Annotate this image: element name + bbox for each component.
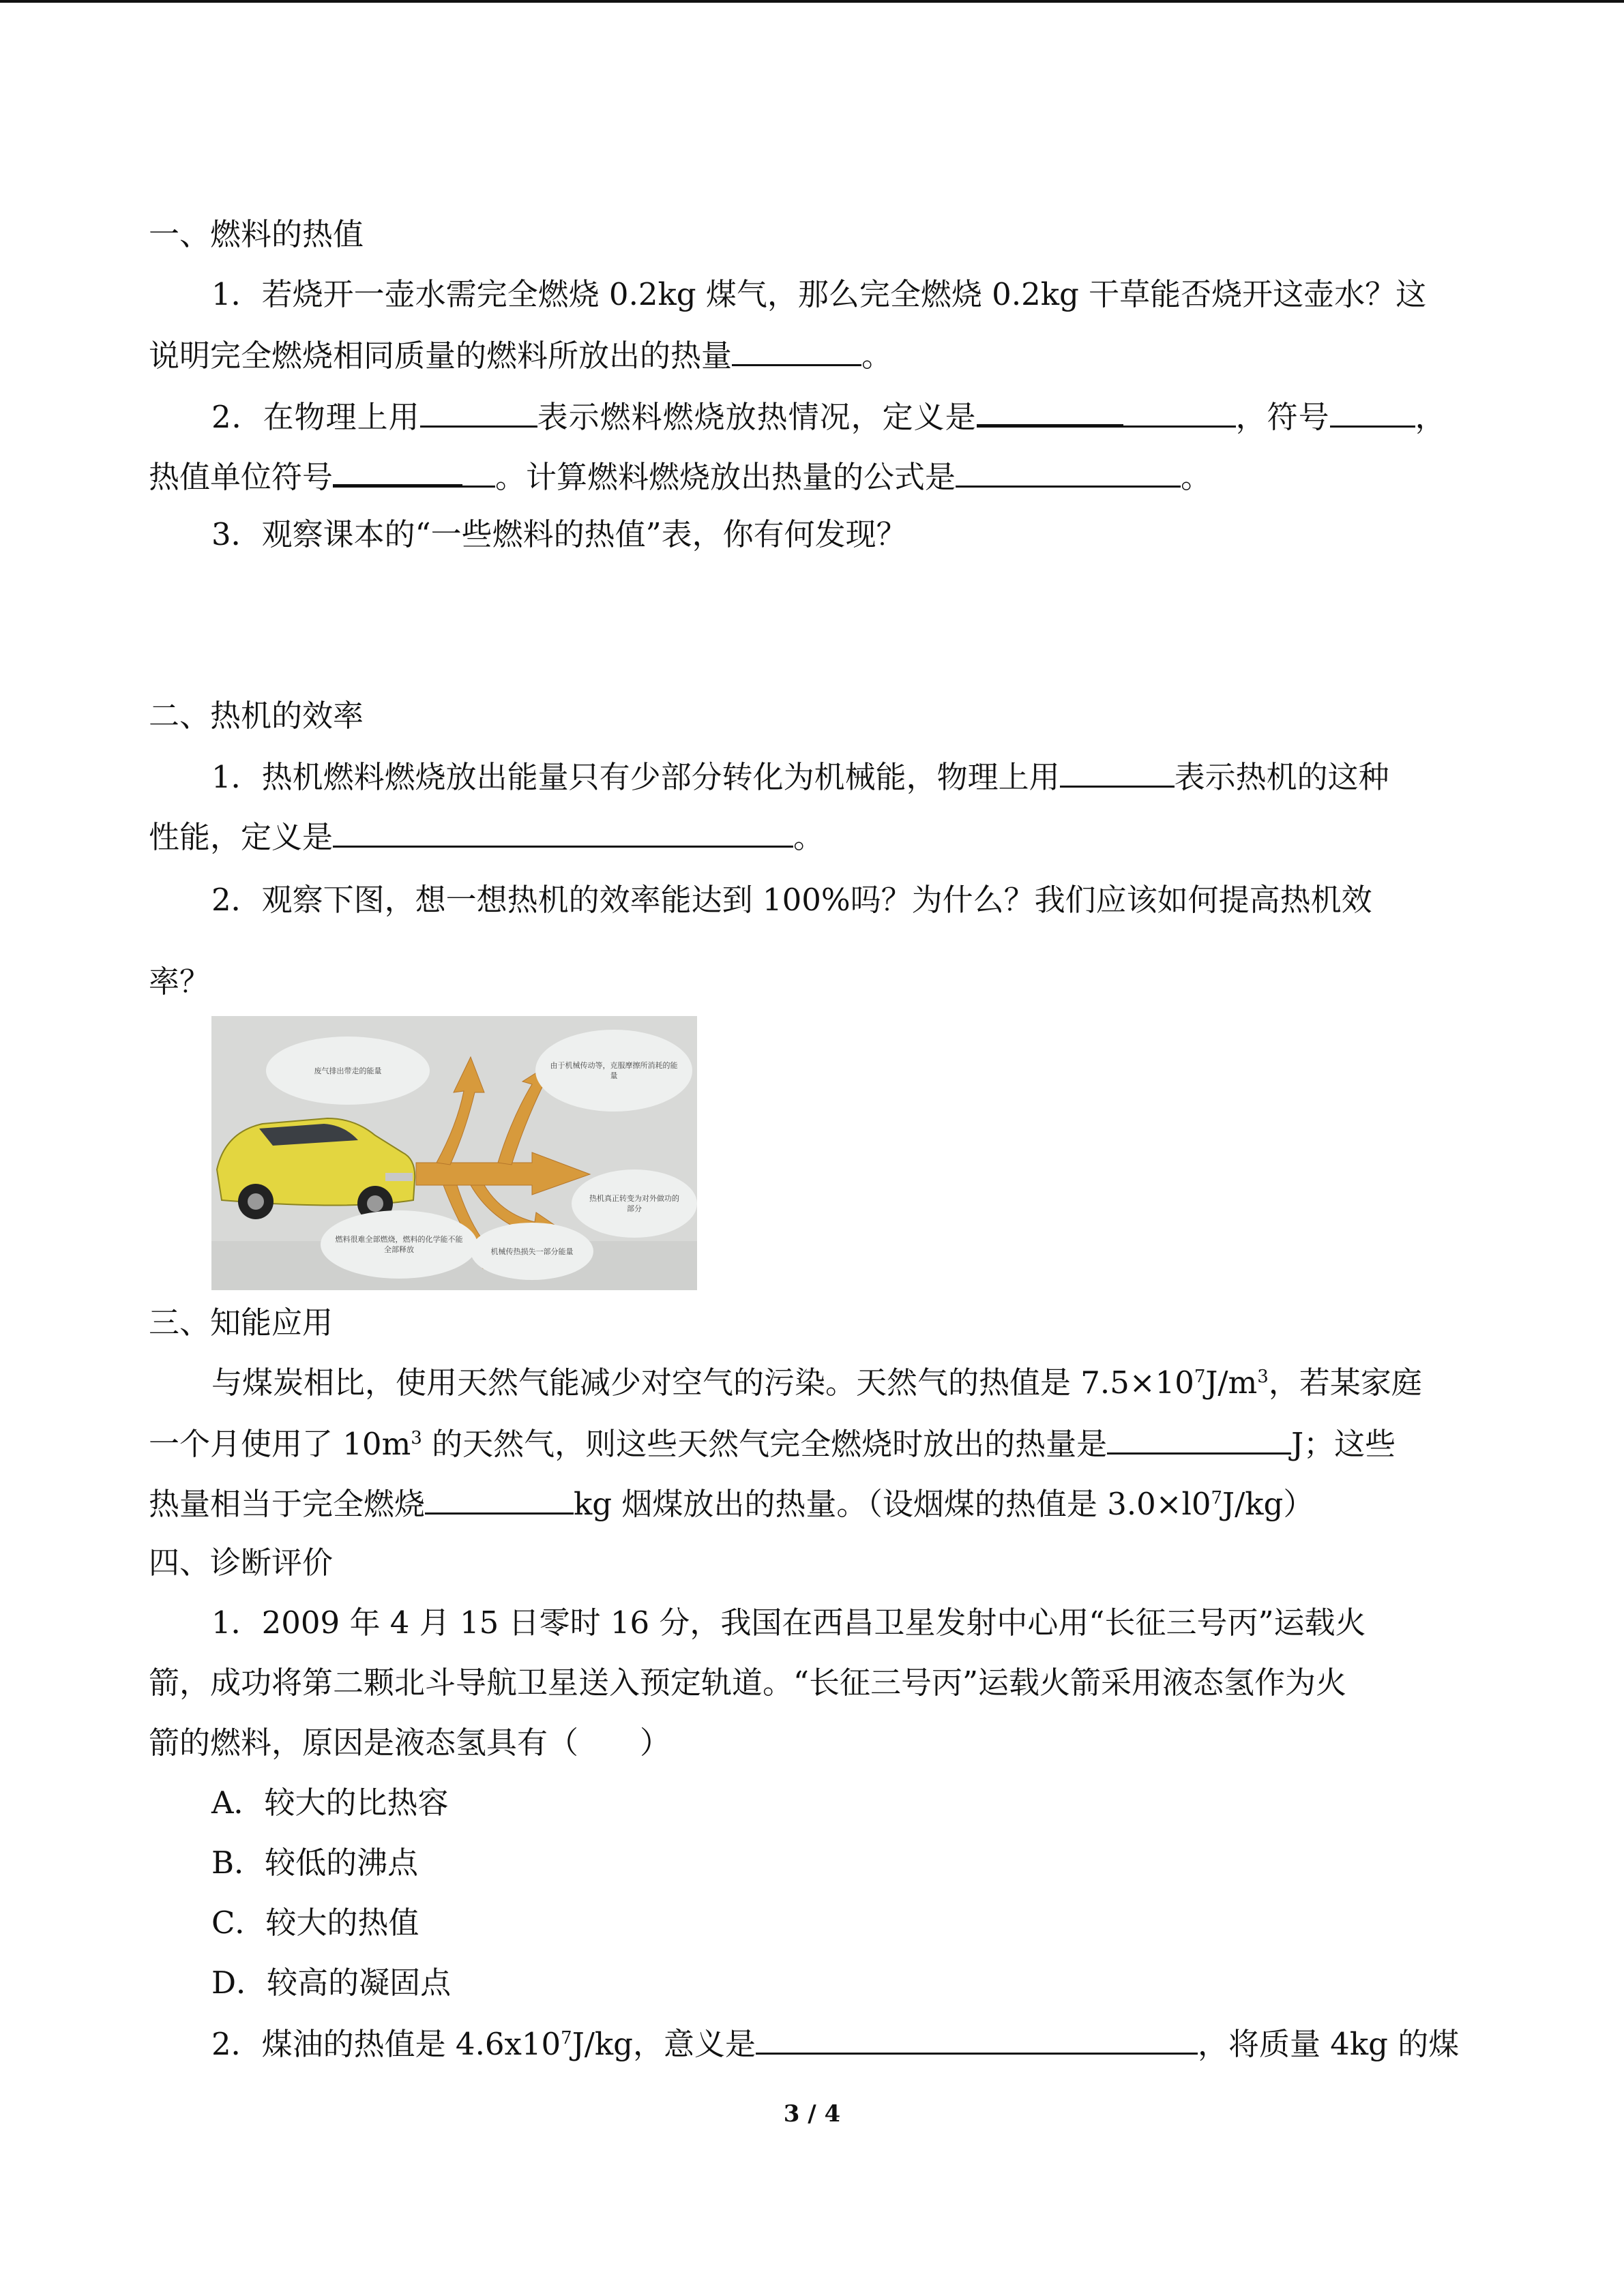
option-b[interactable]: B．较低的沸点: [211, 1845, 419, 1881]
s4-q1-line1: 1．2009 年 4 月 15 日零时 16 分，我国在西昌卫星发射中心用“长征三号丙”运载火: [211, 1605, 1366, 1641]
s2-q1-line1: 1．热机燃料燃烧放出能量只有少部分转化为机械能，物理上用 表示热机的这种: [211, 756, 1389, 798]
s4-q1-line3: 箭的燃料，原因是液态氢具有（ ）: [149, 1725, 671, 1761]
option-d[interactable]: D．较高的凝固点: [211, 1965, 452, 2001]
answer-blank[interactable]: [1123, 396, 1236, 428]
s1-q1-line1: 1．若烧开一壶水需完全燃烧 0.2kg 煤气，那么完全燃烧 0.2kg 干草能否烧开这壶水？这: [211, 276, 1427, 312]
answer-blank[interactable]: [956, 456, 1181, 488]
s2-q1-line2: 性能，定义是 。: [149, 816, 824, 858]
answer-blank[interactable]: [977, 394, 1123, 428]
bubble-heat-loss: 机械传热损失一部分能量: [481, 1231, 583, 1272]
s1-q3: 3．观察课本的“一些燃料的热值”表，你有何发现？: [211, 516, 907, 552]
s1-q1-line2: 说明完全燃烧相同质量的燃料所放出的热量 。: [149, 334, 892, 376]
option-a[interactable]: A．较大的比热容: [211, 1785, 449, 1821]
s3-para-line3: 热量相当于完全燃烧 kg 烟煤放出的热量。（设烟煤的热值是 $3.0\times l0^7J/kg$）: [149, 1482, 1314, 1525]
bubble-useful-work: 热机真正转变为对外做功的部分: [583, 1180, 685, 1227]
answer-blank[interactable]: [420, 396, 537, 428]
section-4-heading: 四、诊断评价: [149, 1545, 334, 1581]
answer-blank[interactable]: [1330, 396, 1415, 428]
answer-blank[interactable]: [732, 334, 861, 366]
heat-engine-energy-figure: [211, 1016, 697, 1290]
bubble-incomplete-combustion: 燃料很难全部燃烧，燃料的化学能不能全部释放: [331, 1221, 467, 1268]
answer-blank[interactable]: [1107, 1422, 1291, 1455]
section-3-heading: 三、知能应用: [149, 1304, 334, 1341]
answer-blank[interactable]: [333, 454, 462, 488]
s1-q2-line2: 热值单位符号 。计算燃料燃烧放出热量的公式是 。: [149, 454, 1211, 498]
section-1-heading: 一、燃料的热值: [149, 216, 364, 252]
answer-blank[interactable]: [756, 2023, 1198, 2055]
s4-q1-line2: 箭，成功将第二颗北斗导航卫星送入预定轨道。“长征三号丙”运载火箭采用液态氢作为火: [149, 1665, 1347, 1701]
s1-q2-line1: 2．在物理上用 表示燃料燃烧放热情况，定义是 ，符号 ，: [211, 394, 1447, 438]
answer-blank[interactable]: [333, 816, 793, 848]
s2-q2-line1: 2．观察下图，想一想热机的效率能达到 100%吗？为什么？我们应该如何提高热机效: [211, 882, 1372, 918]
top-border: [0, 0, 1624, 3]
s3-para-line2: 一个月使用了 $10m^3$ 的天然气，则这些天然气完全燃烧时放出的热量是 J；这些: [149, 1422, 1396, 1465]
s3-para-line1: 与煤炭相比，使用天然气能减少对空气的污染。天然气的热值是 $7.5\times 10^7J/m^3$，若某家庭: [211, 1365, 1422, 1401]
s2-q2-line2: 率？: [149, 964, 211, 1000]
answer-blank[interactable]: [425, 1482, 574, 1515]
answer-blank[interactable]: [462, 456, 495, 488]
option-c[interactable]: C．较大的热值: [211, 1905, 419, 1941]
bubble-exhaust: 废气排出带走的能量: [280, 1047, 416, 1094]
bubble-friction: 由于机械传动等，克服摩擦所消耗的能量: [546, 1040, 682, 1101]
answer-blank[interactable]: [1060, 756, 1175, 788]
page-number: 3 / 4: [783, 2100, 841, 2128]
s4-q2-line1: 2．煤油的热值是 $4.6x10^7J/kg$，意义是 ，将质量 4kg 的煤: [211, 2023, 1459, 2065]
section-2-heading: 二、热机的效率: [149, 698, 364, 734]
